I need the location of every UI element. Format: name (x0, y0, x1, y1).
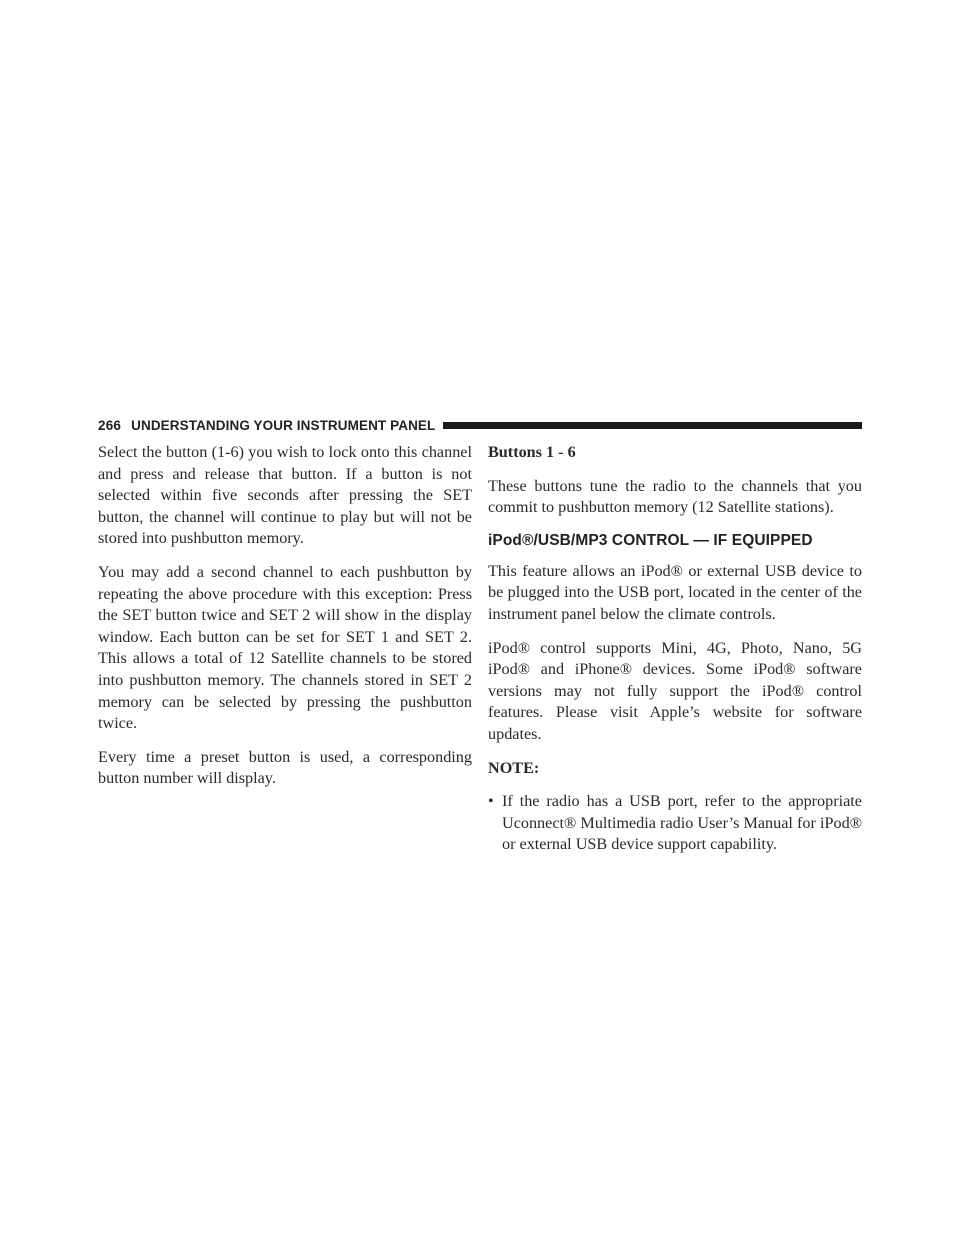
header-rule (443, 422, 862, 429)
paragraph-lock-channel: Select the button (1-6) you wish to lock onto this channel and press and release that button. If a button is not selected within five seconds after pressing the SET button, the channel will continue to play but will not be stored into pushbutton memory. (98, 443, 472, 548)
note-label: NOTE: (488, 758, 540, 777)
page-header (98, 415, 862, 435)
buttons-paragraph: These buttons tune the radio to the channels that you commit to pushbutton memory (12 Satellite stations). (488, 476, 862, 517)
paragraph-second-channel: You may add a second channel to each pushbutton by repeating the above procedure with this exception: Press the SET button twice and SET 2 will show in the display window. Each button can be set for SET 1 and SET 2. This allows a total of 12 Satellite channels to be stored into pushbutton memory. The channels stored in SET 2 memory can be selected by pressing the pushbutton twice. (98, 562, 472, 733)
section-title: UNDERSTANDING YOUR INSTRUMENT PANEL (131, 417, 436, 433)
note-bullet-item (488, 791, 862, 856)
ipod-section-heading: iPod®/USB/MP3 CONTROL — IF EQUIPPED (488, 531, 813, 549)
ipod-paragraph-feature: This feature allows an iPod® or external USB device to be plugged into the USB port, located in the center of the instrument panel below the climate controls. (488, 561, 862, 623)
bullet-icon: • (488, 792, 494, 811)
right-column (488, 442, 862, 856)
buttons-heading: Buttons 1 - 6 (488, 443, 576, 461)
left-column (98, 442, 472, 802)
page-number: 266 (98, 417, 122, 433)
paragraph-preset-display: Every time a preset button is used, a corresponding button number will display. (98, 747, 472, 788)
note-bullet-text: If the radio has a USB port, refer to the appropriate Uconnect® Multimedia radio User’s Manual for iPod® or external USB device support capability. (502, 792, 862, 854)
ipod-paragraph-support: iPod® control supports Mini, 4G, Photo, Nano, 5G iPod® and iPhone® devices. Some iPod® software versions may not fully support the iPod® control features. Please visit Apple’s website for software updates. (488, 638, 862, 743)
